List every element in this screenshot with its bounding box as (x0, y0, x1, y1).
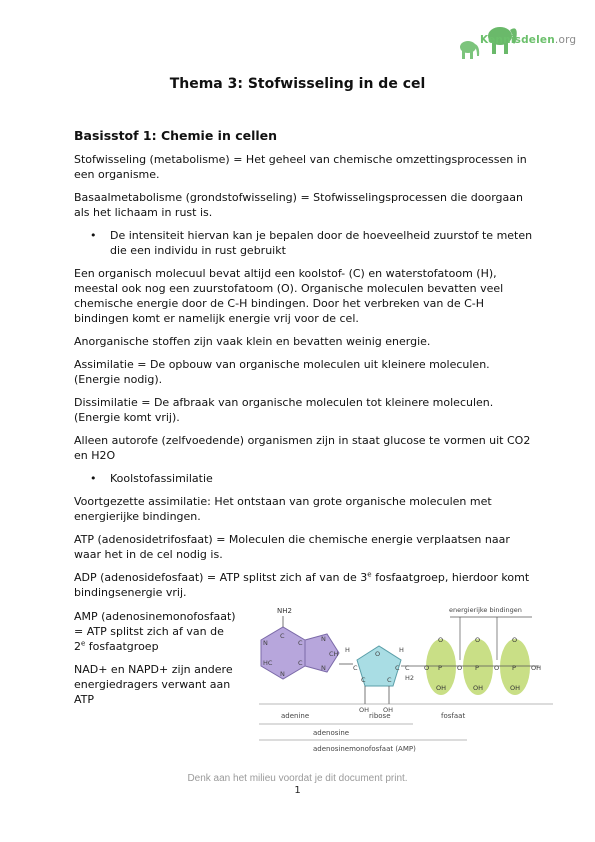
fosfaat-label: fosfaat (441, 712, 466, 720)
svg-text:P: P (475, 664, 479, 672)
adenine-label: adenine (281, 712, 310, 720)
svg-text:O: O (512, 636, 518, 644)
svg-text:C: C (395, 664, 400, 672)
svg-text:C: C (280, 632, 285, 640)
svg-text:O: O (457, 664, 463, 672)
svg-text:H2: H2 (405, 674, 415, 682)
paragraph-assimilatie: Assimilatie = De opbouw van organische moleculen uit kleinere moleculen. (Energie nodig). (74, 358, 490, 386)
side-text (74, 609, 236, 715)
document-body (74, 128, 534, 608)
section-heading: Basisstof 1: Chemie in cellen (74, 128, 278, 143)
svg-text:C: C (387, 676, 392, 684)
paragraph-autotrofe: Alleen autorofe (zelfvoedende) organismen zijn in staat glucose te vormen uit CO2 en H2O (74, 434, 531, 462)
svg-text:OH: OH (510, 684, 521, 692)
paragraph-stofwisseling: Stofwisseling (metabolisme) = Het geheel van chemische omzettingsprocessen in een organisme. (74, 153, 527, 181)
paragraph-dissimilatie: Dissimilatie = De afbraak van organische moleculen tot kleinere moleculen. (Energie komt vrij). (74, 396, 494, 424)
paragraph-nad: NAD+ en NAPD+ zijn andere energiedragers verwant aan ATP (74, 663, 233, 706)
bullet-intensiteit: • De intensiteit hiervan kan je bepalen door de hoeveelheid zuurstof te meten die een individu in rust gebruikt (74, 228, 534, 258)
svg-text:O: O (438, 636, 444, 644)
svg-text:C: C (405, 664, 410, 672)
svg-text:C: C (361, 676, 366, 684)
nh2-label: NH2 (277, 607, 292, 615)
svg-text:C: C (353, 664, 358, 672)
logo-wordmark: Kennisdelen.org (480, 34, 577, 46)
svg-text:N: N (263, 639, 268, 647)
svg-text:N: N (280, 670, 285, 678)
svg-text:O: O (375, 650, 381, 658)
svg-text:P: P (512, 664, 516, 672)
paragraph-anorganisch: Anorganische stoffen zijn vaak klein en bevatten weinig energie. (74, 335, 431, 348)
svg-text:N: N (321, 664, 326, 672)
atp-structure-diagram (253, 600, 553, 760)
page-number: 1 (294, 785, 301, 796)
bullet-koolstofassimilatie: • Koolstofassimilatie (74, 471, 534, 486)
paragraph-basaalmetabolisme: Basaalmetabolisme (grondstofwisseling) = Stofwisselingsprocessen die doorgaan als het lichaam in rust is. (74, 191, 523, 219)
amp-label: adenosinemonofosfaat (AMP) (313, 745, 416, 753)
svg-text:O: O (424, 664, 430, 672)
svg-text:O: O (494, 664, 500, 672)
energy-bonds-label: energierijke bindingen (449, 606, 522, 614)
paragraph-amp: AMP (adenosinemonofosfaat) = ATP splitst zich af van de 2e fosfaatgroep (74, 610, 236, 653)
paragraph-atp: ATP (adenosidetrifosfaat) = Moleculen die chemische energie verplaatsen naar waar het in de cel nodig is. (74, 533, 510, 561)
svg-text:H: H (345, 646, 350, 654)
svg-text:CH: CH (329, 650, 339, 658)
svg-text:HC: HC (263, 659, 273, 667)
svg-text:C: C (298, 659, 303, 667)
svg-text:OH: OH (359, 706, 370, 714)
svg-text:H: H (399, 646, 404, 654)
paragraph-organisch-molecuul: Een organisch molecuul bevat altijd een koolstof- (C) en waterstofatoom (H), meestal ook nog een zuurstofatoom (O). Organische moleculen bevatten veel chemische energie door de C-H bindingen. Door het verbreken van de C-H bindingen komt er namelijk energie vrij voor de cel. (74, 267, 504, 325)
svg-text:OH: OH (383, 706, 394, 714)
svg-text:N: N (321, 635, 326, 643)
svg-text:P: P (438, 664, 442, 672)
footer-note: Denk aan het milieu voordat je dit document print. (187, 773, 408, 784)
adenosine-label: adenosine (313, 729, 350, 737)
paragraph-voortgezette-assimilatie: Voortgezette assimilatie: Het ontstaan van grote organische moleculen met energierijke bindingen. (74, 495, 492, 523)
svg-text:OH: OH (473, 684, 484, 692)
svg-text:C: C (298, 639, 303, 647)
paragraph-adp: ADP (adenosidefosfaat) = ATP splitst zich af van de 3e fosfaatgroep, hierdoor komt bindingsenergie vrij. (74, 570, 530, 599)
page-title: Thema 3: Stofwisseling in de cel (169, 76, 426, 92)
svg-text:OH: OH (531, 664, 542, 672)
ribose-label: ribose (369, 712, 391, 720)
svg-text:O: O (475, 636, 481, 644)
svg-text:OH: OH (436, 684, 447, 692)
